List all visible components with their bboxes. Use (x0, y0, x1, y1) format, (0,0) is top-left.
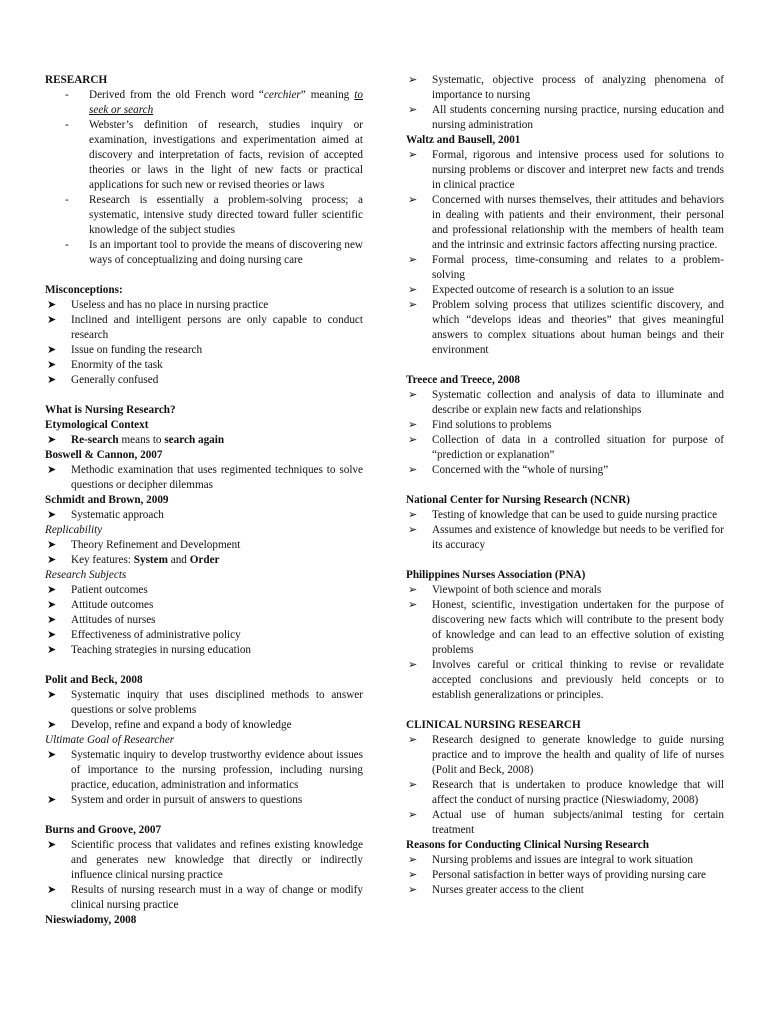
list-item: ➢ Research that is undertaken to produce knowledge that will affect the conduct of nursing practice (Nieswiadomy, 2008) (408, 779, 724, 806)
bullet-arrow-icon: ➤ (47, 584, 57, 596)
nursing-research-heading: What is Nursing Research? (45, 404, 176, 416)
bullet-arrow-icon: ➢ (408, 779, 418, 791)
list-item: ➤ Systematic approach (47, 509, 164, 521)
bullet-arrow-icon: ➢ (408, 734, 418, 746)
reasons-heading: Reasons for Conducting Clinical Nursing Research (406, 839, 649, 851)
list-item: ➢ All students concerning nursing practice, nursing education and nursing administration (408, 104, 724, 131)
list-item: ➢ Viewpoint of both science and morals (408, 584, 602, 596)
left-column (45, 73, 363, 928)
etymological-heading: Etymological Context (45, 419, 149, 431)
bullet-arrow-icon: ➢ (408, 254, 418, 266)
polit-heading: Polit and Beck, 2008 (45, 674, 143, 686)
bullet-arrow-icon: ➤ (47, 464, 57, 476)
bullet-arrow-icon: ➤ (47, 314, 57, 326)
list-item: ➢ Research designed to generate knowledge to guide nursing practice and to improve the health and quality of life of nurses (Polit and Beck, 2008) (408, 734, 724, 776)
treece-heading: Treece and Treece, 2008 (406, 374, 520, 386)
list-item: ➢ Formal, rigorous and intensive process used for solutions to nursing problems or discover and interpret new facts and trends in clinical practice (408, 149, 724, 191)
list-item: ➢ Problem solving process that utilizes scientific discovery, and which “develops ideas and theories” that gives meaningful answers to complex situations about human beings and their environment (408, 299, 724, 356)
bullet-arrow-icon: ➢ (408, 524, 418, 536)
list-item: ➢ Formal process, time-consuming and relates to a problem-solving (408, 254, 724, 281)
bullet-arrow-icon: ➤ (47, 554, 57, 566)
list-item: ➢ Involves careful or critical thinking to revise or revalidate accepted conclusions and previously held concepts or to establish generalizations or principles. (408, 659, 724, 701)
list-item: ➤ Systematic inquiry to develop trustworthy evidence about issues of importance to the nursing profession, including nursing practice, education, administration and informatics (47, 749, 363, 791)
pna-heading: Philippines Nurses Association (PNA) (406, 569, 586, 581)
bullet-arrow-icon: ➤ (47, 374, 57, 386)
list-item: ➤ Re-search means to search again (47, 434, 225, 446)
list-item: ➤ Useless and has no place in nursing practice (47, 299, 269, 311)
bullet-arrow-icon: ➢ (408, 869, 418, 881)
research-subjects-subheading: Research Subjects (45, 569, 127, 581)
replicability-subheading: Replicability (45, 524, 103, 536)
bullet-arrow-icon: ➤ (47, 344, 57, 356)
nieswiadomy-heading: Nieswiadomy, 2008 (45, 914, 137, 926)
list-item: ➤ System and order in pursuit of answers to questions (47, 794, 303, 806)
list-item: ➢ Systematic collection and analysis of data to illuminate and describe or explain new facts and relationships (408, 389, 724, 416)
ncnr-heading: National Center for Nursing Research (NCNR) (406, 494, 631, 506)
bullet-arrow-icon: ➤ (47, 629, 57, 641)
bullet-arrow-icon: ➢ (408, 584, 418, 596)
list-item: ➢ Testing of knowledge that can be used to guide nursing practice (408, 509, 718, 521)
bullet-arrow-icon: ➢ (408, 464, 418, 476)
list-item: ➤ Attitude outcomes (47, 599, 154, 611)
list-item: ➤ Systematic inquiry that uses disciplined methods to answer questions or solve problems (47, 689, 363, 716)
bullet-arrow-icon: ➤ (47, 509, 57, 521)
bullet-arrow-icon: ➢ (408, 419, 418, 431)
bullet-arrow-icon: ➤ (47, 614, 57, 626)
list-item: ➤ Theory Refinement and Development (47, 539, 241, 551)
bullet-arrow-icon: ➢ (408, 659, 418, 671)
bullet-arrow-icon: ➢ (408, 194, 418, 206)
boswell-heading: Boswell & Cannon, 2007 (45, 449, 163, 461)
list-item: ➤ Develop, refine and expand a body of knowledge (47, 719, 292, 731)
bullet-arrow-icon: ➢ (408, 509, 418, 521)
bullet-arrow-icon: ➢ (408, 854, 418, 866)
bullet-arrow-icon: ➢ (408, 884, 418, 896)
bullet-arrow-icon: ➤ (47, 839, 57, 851)
list-item: ➢ Nursing problems and issues are integral to work situation (408, 854, 693, 866)
list-item: - Research is essentially a problem-solving process; a systematic, intensive study directed toward fuller scientific knowledge of the subject studies (65, 194, 363, 236)
ultimate-goal-subheading: Ultimate Goal of Researcher (45, 734, 175, 746)
waltz-heading: Waltz and Bausell, 2001 (406, 134, 521, 146)
clinical-heading: CLINICAL NURSING RESEARCH (406, 719, 581, 731)
list-item: ➤ Attitudes of nurses (47, 614, 156, 626)
list-item: ➤ Issue on funding the research (47, 344, 203, 356)
list-item: ➤ Effectiveness of administrative policy (47, 629, 241, 641)
bullet-arrow-icon: ➤ (47, 794, 57, 806)
bullet-arrow-icon: ➢ (408, 74, 418, 86)
list-item: ➤ Methodic examination that uses regimented techniques to solve questions or decipher dilemmas (47, 464, 363, 491)
list-item: ➢ Systematic, objective process of analyzing phenomena of importance to nursing (408, 74, 724, 101)
misconceptions-heading: Misconceptions: (45, 284, 123, 296)
list-item: ➢ Find solutions to problems (408, 419, 552, 431)
list-item: ➢ Concerned with nurses themselves, their attitudes and behaviors in dealing with patients and their environment, their personal and professional relationship with the members of health team and the intrinsic and extrinsic factors affecting nursing practice. (408, 194, 724, 251)
list-item: ➢ Honest, scientific, investigation undertaken for the purpose of discovering new facts which will contribute to the present body of knowledge and can lead to an effective solution of existing problems (408, 599, 724, 656)
bullet-arrow-icon: ➤ (47, 434, 57, 446)
list-item: ➢ Expected outcome of research is a solution to an issue (408, 284, 675, 296)
bullet-arrow-icon: ➤ (47, 599, 57, 611)
list-item: ➤ Results of nursing research must in a way of change or modify clinical nursing practice (47, 884, 363, 911)
list-item: ➢ Actual use of human subjects/animal testing for certain treatment (408, 809, 724, 836)
list-item: ➢ Assumes and existence of knowledge but needs to be verified for its accuracy (408, 524, 724, 551)
list-item: ➤ Scientific process that validates and refines existing knowledge and generates new knowledge that directly or indirectly influence clinical nursing practice (47, 839, 363, 881)
list-item: ➤ Generally confused (47, 374, 159, 386)
list-item: - Derived from the old French word “cerchier” meaning to seek or search (65, 89, 363, 116)
bullet-arrow-icon: ➤ (47, 359, 57, 371)
bullet-arrow-icon: ➤ (47, 884, 57, 896)
bullet-arrow-icon: ➢ (408, 434, 418, 446)
list-item: ➤ Inclined and intelligent persons are only capable to conduct research (47, 314, 363, 341)
list-item: ➤ Key features: System and Order (47, 554, 220, 566)
list-item: ➤ Teaching strategies in nursing education (47, 644, 252, 656)
bullet-arrow-icon: ➢ (408, 104, 418, 116)
list-item: ➤ Patient outcomes (47, 584, 148, 596)
bullet-arrow-icon: ➤ (47, 689, 57, 701)
bullet-arrow-icon: ➤ (47, 719, 57, 731)
bullet-arrow-icon: ➢ (408, 389, 418, 401)
right-column (406, 73, 724, 898)
list-item: ➢ Personal satisfaction in better ways of providing nursing care (408, 869, 707, 881)
bullet-arrow-icon: ➢ (408, 599, 418, 611)
bullet-arrow-icon: ➢ (408, 284, 418, 296)
bullet-arrow-icon: ➢ (408, 809, 418, 821)
bullet-arrow-icon: ➤ (47, 749, 57, 761)
research-heading: RESEARCH (45, 74, 108, 86)
list-item: - Webster’s definition of research, studies inquiry or examination, investigations and experimentation aimed at discovery and interpretation of facts, revision of accepted theories or laws in the light of new facts or practical applications for such new or revised theories or laws (65, 119, 363, 191)
list-item: ➤ Enormity of the task (47, 359, 163, 371)
list-item: ➢ Concerned with the “whole of nursing” (408, 464, 609, 476)
bullet-arrow-icon: ➤ (47, 644, 57, 656)
list-item: ➢ Collection of data in a controlled situation for purpose of “prediction or explanation” (408, 434, 724, 461)
schmidt-heading: Schmidt and Brown, 2009 (45, 494, 169, 506)
bullet-arrow-icon: ➤ (47, 539, 57, 551)
bullet-arrow-icon: ➢ (408, 149, 418, 161)
bullet-arrow-icon: ➤ (47, 299, 57, 311)
list-item: - Is an important tool to provide the means of discovering new ways of conceptualizing and doing nursing care (65, 239, 363, 266)
list-item: ➢ Nurses greater access to the client (408, 884, 584, 896)
bullet-arrow-icon: ➢ (408, 299, 418, 311)
burns-heading: Burns and Groove, 2007 (45, 824, 162, 836)
